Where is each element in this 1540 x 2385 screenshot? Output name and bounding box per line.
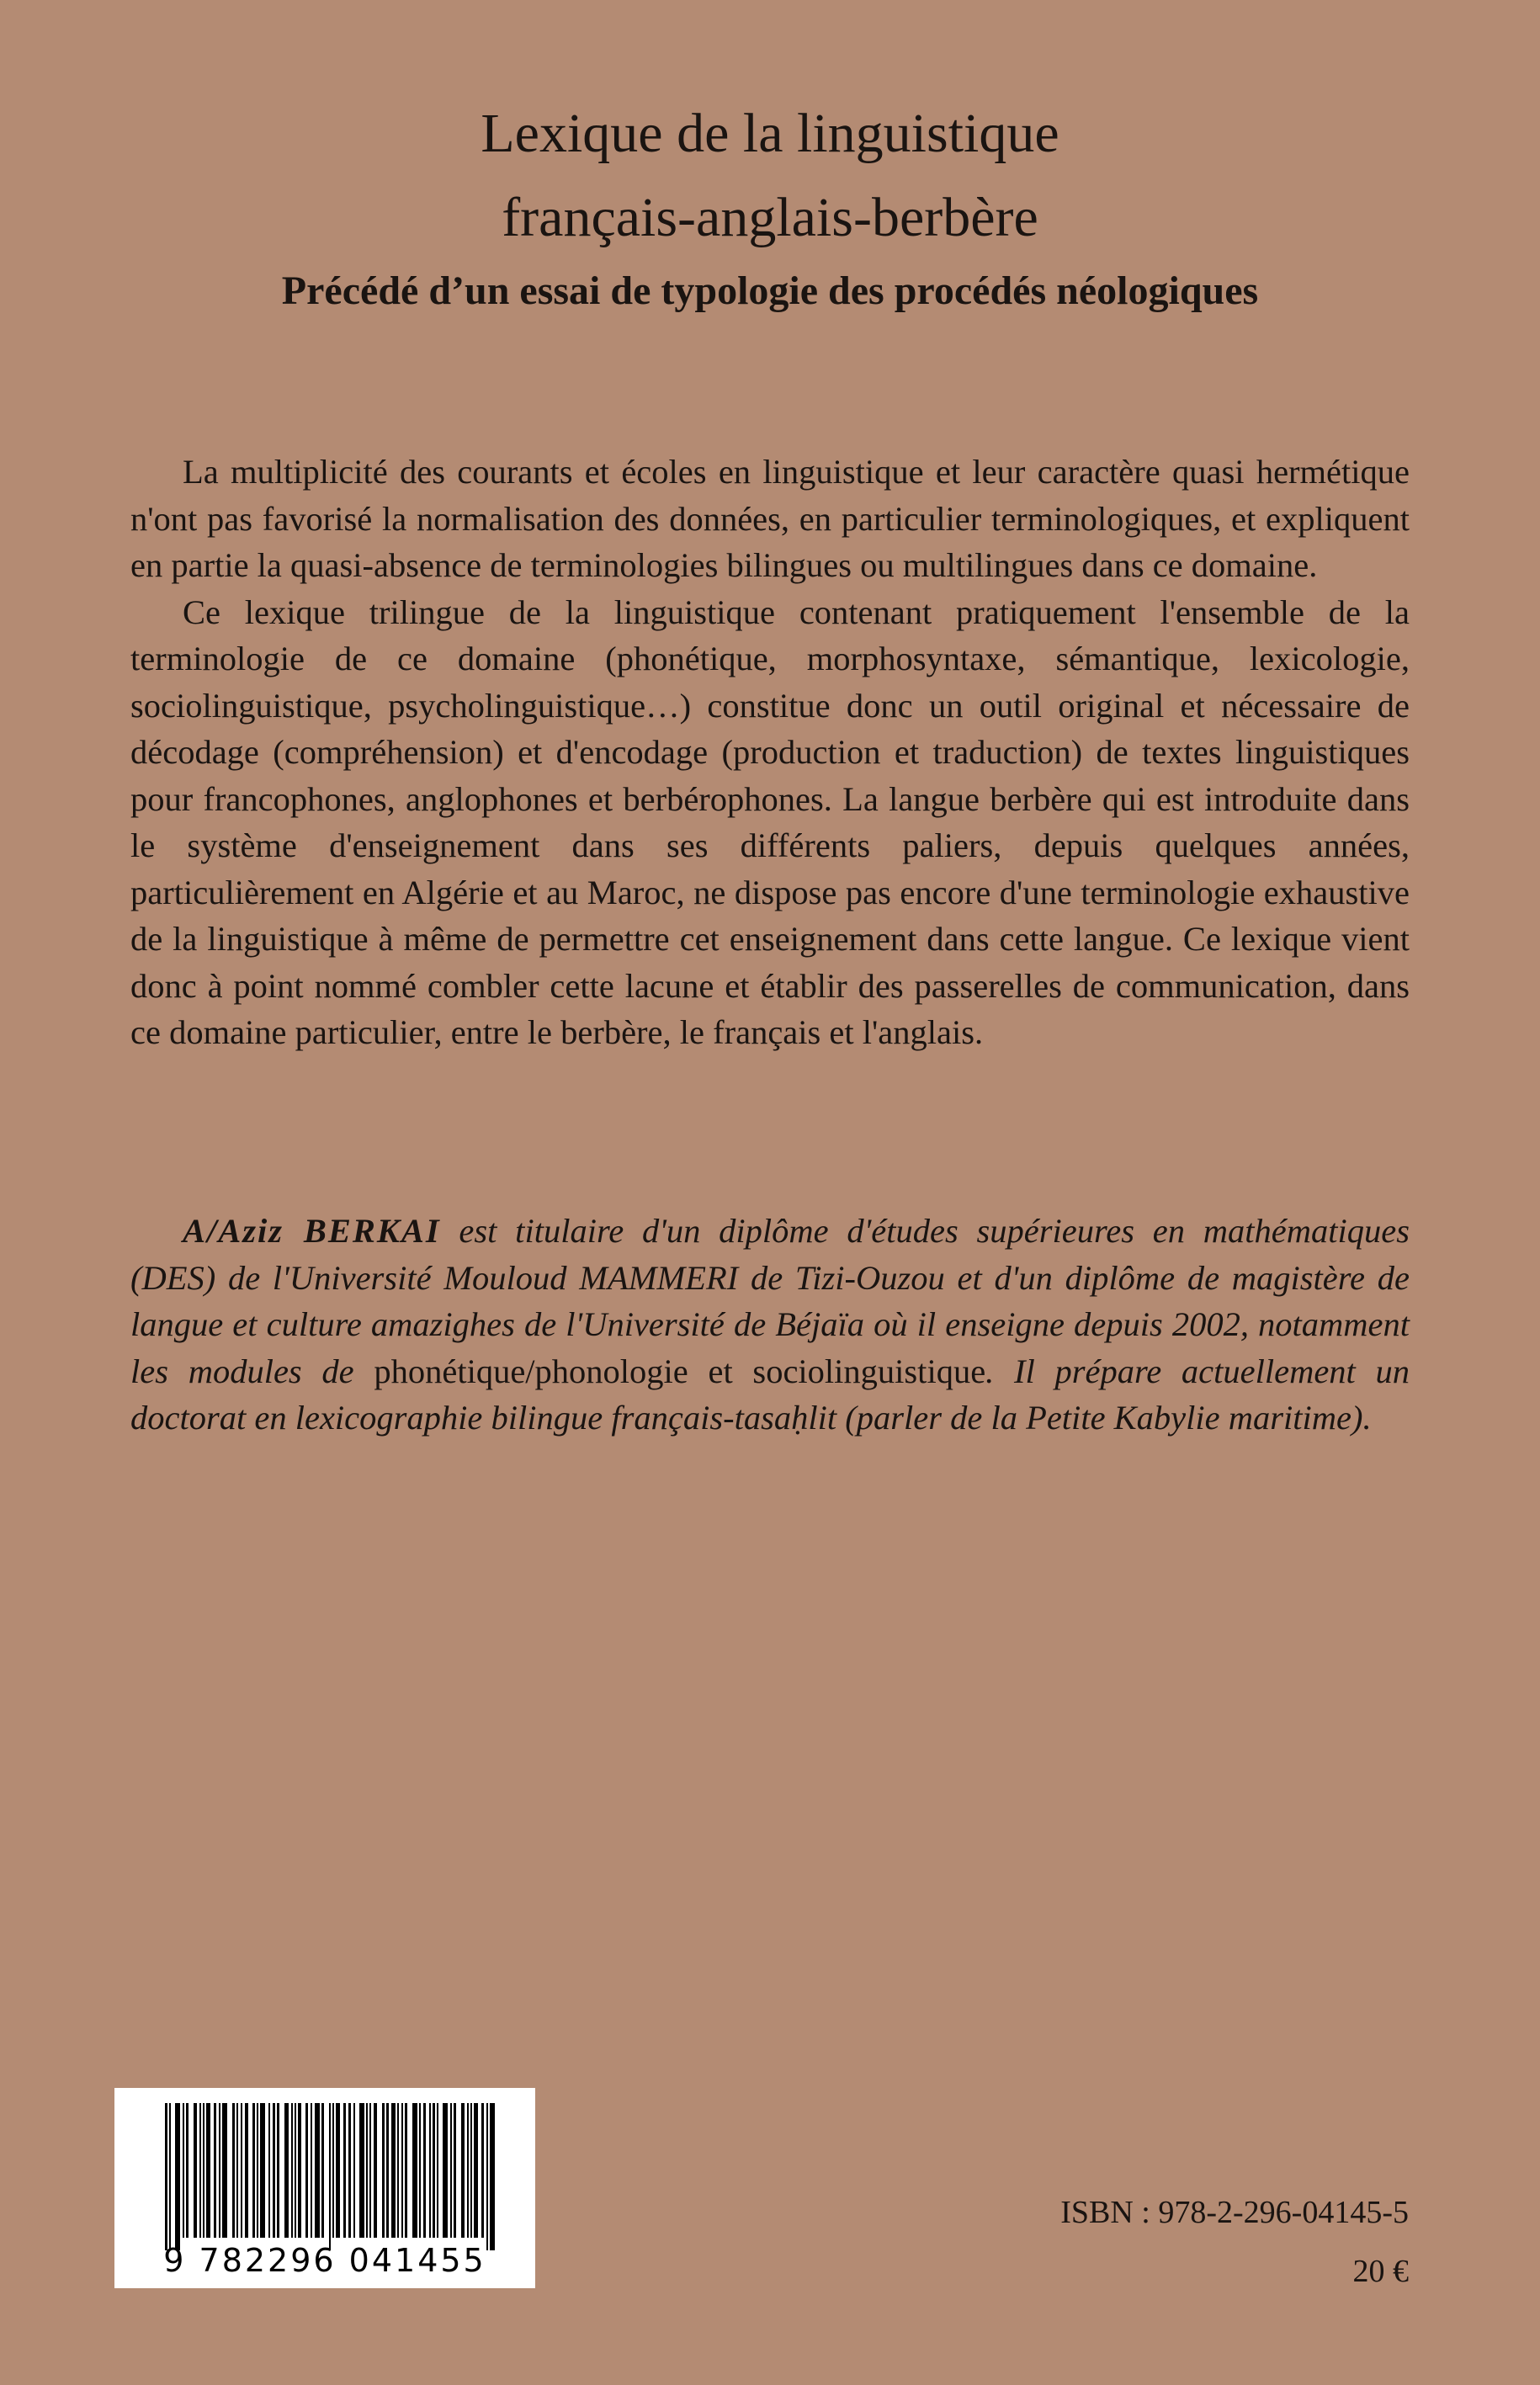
- barcode-bar: [348, 2103, 351, 2238]
- barcode-bar: [437, 2103, 438, 2238]
- barcode-bar: [405, 2103, 407, 2238]
- barcode-bar: [332, 2103, 334, 2238]
- barcode-bar: [329, 2103, 331, 2250]
- isbn-number: ISBN : 978-2-296-04145-5: [1060, 2195, 1409, 2230]
- barcode-bar: [486, 2103, 488, 2250]
- barcode-bar: [443, 2103, 448, 2238]
- barcode-digits: 9 782296 041455: [163, 2242, 486, 2279]
- barcode-bar: [194, 2103, 197, 2238]
- barcode-bar: [206, 2103, 210, 2238]
- barcode-bar: [353, 2103, 355, 2238]
- barcode-bar: [203, 2103, 204, 2238]
- barcode-bar: [236, 2103, 238, 2238]
- author-bio-text-1: est titulaire d'un diplôme d'études supérieures en mathématiques (DES) de l'Université Mouloud MAMMERI de Tizi-Ouzou et d'un diplôme de magistère de langue et culture amazighes de l'Université de Béjaïa où il enseigne depuis 2002, notamment les modules de: [130, 1212, 1410, 1390]
- barcode-bar: [169, 2103, 171, 2250]
- barcode-bar: [397, 2103, 399, 2238]
- barcode-bar: [298, 2103, 301, 2238]
- barcode-bar: [321, 2103, 324, 2238]
- author-bio: [130, 1208, 1410, 1442]
- barcode-bar: [386, 2103, 389, 2238]
- barcode-bar: [214, 2103, 216, 2238]
- barcode-bar: [222, 2103, 227, 2238]
- book-description: [130, 449, 1410, 1056]
- barcode-bar: [461, 2103, 465, 2238]
- barcode-bar: [311, 2103, 312, 2238]
- barcode-bar: [199, 2103, 201, 2238]
- barcode-bar: [291, 2103, 293, 2238]
- barcode-bar: [241, 2103, 242, 2238]
- barcode-bar: [382, 2103, 385, 2238]
- barcode-bar: [277, 2103, 279, 2238]
- barcode-bar: [183, 2103, 184, 2238]
- barcode-bar: [268, 2103, 270, 2238]
- barcode-bar: [423, 2103, 426, 2238]
- author-bio-text-3: . Il prépare actuellement un doctorat en lexicographie bilingue français-tasaḥlit (parler de la Petite Kabylie maritime).: [130, 1352, 1410, 1437]
- barcode-bar: [359, 2103, 364, 2238]
- barcode-bar: [366, 2103, 368, 2238]
- barcode-bar: [315, 2103, 320, 2238]
- barcode-bar: [165, 2103, 167, 2250]
- isbn-barcode: [114, 2088, 535, 2288]
- barcode-bar: [175, 2103, 180, 2250]
- barcode-bar: [433, 2103, 435, 2238]
- barcode-bar: [343, 2103, 346, 2238]
- author-bio-text-2: phonétique/phonologie et sociolinguistique: [374, 1352, 986, 1390]
- barcode-bar: [401, 2103, 403, 2238]
- barcode-bar: [374, 2103, 377, 2238]
- barcode-bar: [219, 2103, 220, 2238]
- barcode-bar: [490, 2103, 495, 2250]
- barcode-bar: [391, 2103, 396, 2238]
- barcode-bar: [252, 2103, 255, 2238]
- book-title-line-1: Lexique de la linguistique: [481, 103, 1059, 164]
- price: 20 €: [1352, 2254, 1409, 2289]
- barcode-bar: [419, 2103, 421, 2238]
- barcode-bar: [429, 2103, 431, 2238]
- barcode-bar: [454, 2103, 456, 2238]
- barcode-bar: [336, 2103, 340, 2238]
- barcode-bar: [369, 2103, 371, 2238]
- barcode-bar: [260, 2103, 265, 2238]
- barcode-bar: [450, 2103, 452, 2238]
- barcode-bar: [470, 2103, 472, 2238]
- barcode-bar: [481, 2103, 484, 2238]
- barcode-bar: [467, 2103, 469, 2238]
- barcode-bar: [305, 2103, 308, 2238]
- barcode-bar: [245, 2103, 248, 2238]
- book-title-line-2: français-anglais-berbère: [502, 187, 1038, 248]
- barcode-bar: [474, 2103, 478, 2238]
- barcode-bar: [284, 2103, 289, 2238]
- barcode-bar: [257, 2103, 258, 2238]
- author-name: A/Aziz BERKAI: [183, 1212, 441, 1250]
- barcode-bar: [295, 2103, 296, 2238]
- barcode-bar: [412, 2103, 417, 2238]
- description-paragraph-2: Ce lexique trilingue de la linguistique contenant pratiquement l'ensemble de la terminologie de ce domaine (phonétique, morphosyntaxe, sémantique, lexicologie, sociolinguistique, psycholinguistique…) constitue donc un outil original et nécessaire de décodage (compréhension) et d'encodage (production et traduction) de textes linguistiques pour francophones, anglophones et berbérophones. La langue berbère qui est introduite dans le système d'enseignement dans ses différents paliers, depuis quelques années, particulièrement en Algérie et au Maroc, ne dispose pas encore d'une terminologie exhaustive de la linguistique à même de permettre cet enseignement dans cette langue. Ce lexique vient donc à point nommé combler cette lacune et établir des passerelles de communication, dans ce domaine particulier, entre le berbère, le français et l'anglais.: [130, 592, 1410, 1051]
- barcode-bar: [273, 2103, 275, 2238]
- barcode-graphic: [114, 2088, 535, 2288]
- barcode-bar: [186, 2103, 189, 2238]
- barcode-bar: [232, 2103, 235, 2238]
- description-paragraph-1: La multiplicité des courants et écoles en linguistique et leur caractère quasi hermétique n'ont pas favorisé la normalisation des données, en particulier terminologiques, et expliquent en partie la quasi-absence de terminologies bilingues ou multilingues dans ce domaine.: [130, 453, 1410, 584]
- book-subtitle: Précédé d’un essai de typologie des procédés néologiques: [281, 268, 1259, 313]
